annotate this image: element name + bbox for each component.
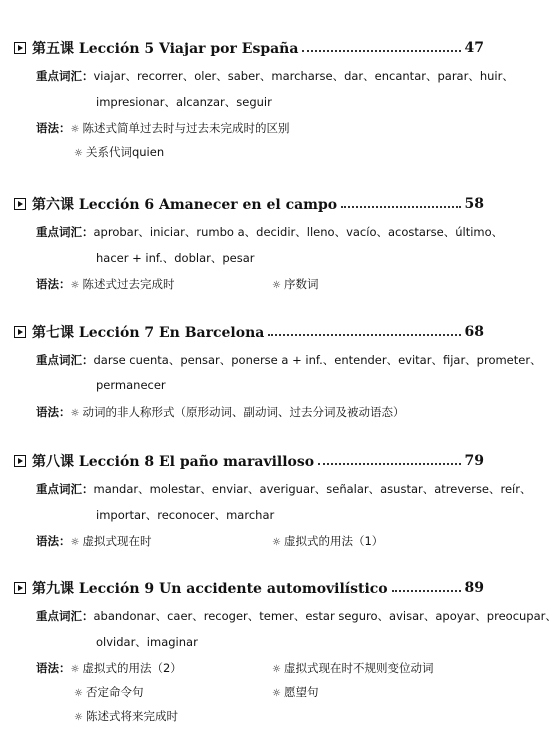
- grammar-item: 虚拟式的用法（1）: [283, 534, 384, 548]
- lesson-title: 第七课 Lección 7 En Barcelona: [32, 325, 265, 341]
- vocab-line: [96, 250, 255, 266]
- grammar-label: 语法：: [36, 534, 71, 548]
- page-number: 58: [464, 196, 484, 212]
- grammar-line: [74, 684, 143, 700]
- play-box-icon: [14, 42, 26, 54]
- vocab-text: viajar、recorrer、oler、saber、marcharse、dar、encantar、parar、huir、: [93, 69, 514, 83]
- sun-bullet-icon: ☼: [70, 124, 80, 135]
- grammar-item: 陈述式简单过去时与过去未完成时的区别: [82, 121, 290, 135]
- vocab-line: [36, 481, 531, 497]
- grammar-item: 陈述式过去完成时: [82, 277, 175, 291]
- grammar-line: [36, 660, 182, 676]
- vocab-text: hacer + inf.、doblar、pesar: [96, 251, 255, 265]
- sun-bullet-icon: ☼: [272, 280, 281, 291]
- vocab-line: [96, 378, 166, 392]
- lesson-title-row[interactable]: [14, 578, 484, 598]
- grammar-item: 虚拟式现在时: [82, 534, 152, 548]
- vocab-text: darse cuenta、pensar、ponerse a + inf.、entender、evitar、fijar、prometer、: [93, 353, 542, 367]
- page-number: 68: [464, 324, 484, 340]
- grammar-line: [36, 276, 174, 292]
- grammar-line: [36, 404, 404, 420]
- sun-bullet-icon: ☼: [272, 537, 281, 548]
- sun-bullet-icon: ☼: [70, 537, 80, 548]
- vocab-line: [36, 608, 557, 624]
- lesson-title-row[interactable]: [14, 322, 484, 342]
- dot-leader: [392, 590, 461, 592]
- play-box-icon: [14, 582, 26, 594]
- sun-bullet-icon: ☼: [272, 688, 281, 699]
- grammar-item: 否定命令句: [85, 685, 144, 699]
- sun-bullet-icon: ☼: [74, 148, 83, 159]
- vocab-text: abandonar、caer、recoger、temer、estar seguro、avisar、apoyar、preocupar、: [93, 609, 557, 623]
- vocab-text: impresionar、alcanzar、seguir: [96, 95, 272, 109]
- vocab-text: permanecer: [96, 378, 166, 392]
- grammar-item: 陈述式将来完成时: [85, 709, 178, 723]
- grammar-line: [272, 684, 318, 700]
- sun-bullet-icon: ☼: [74, 688, 83, 699]
- grammar-line: [36, 533, 151, 549]
- grammar-line: [74, 708, 178, 724]
- grammar-label: 语法：: [36, 661, 71, 675]
- vocab-text: mandar、molestar、enviar、averiguar、señalar、asustar、atreverse、reír、: [93, 482, 532, 496]
- lesson-title: 第九课 Lección 9 Un accidente automovilístico: [32, 581, 388, 597]
- vocab-line: [36, 224, 503, 240]
- page-number: 79: [464, 453, 484, 469]
- vocab-text: olvidar、imaginar: [96, 635, 198, 649]
- sun-bullet-icon: ☼: [272, 664, 281, 675]
- play-box-icon: [14, 198, 26, 210]
- dot-leader: [302, 50, 460, 52]
- sun-bullet-icon: ☼: [70, 664, 80, 675]
- vocab-label: 重点词汇：: [36, 353, 94, 367]
- vocab-label: 重点词汇：: [36, 225, 94, 239]
- grammar-line: [36, 120, 289, 136]
- grammar-label: 语法：: [36, 121, 71, 135]
- grammar-item: 序数词: [283, 277, 319, 291]
- page-number: 89: [464, 580, 484, 596]
- grammar-label: 语法：: [36, 405, 71, 419]
- vocab-text: importar、reconocer、marchar: [96, 508, 275, 522]
- sun-bullet-icon: ☼: [74, 712, 83, 723]
- dot-leader: [318, 463, 460, 465]
- vocab-text: aprobar、iniciar、rumbo a、decidir、lleno、vacío、acostarse、último、: [93, 225, 504, 239]
- grammar-label: 语法：: [36, 277, 71, 291]
- grammar-item: 动词的非人称形式（原形动词、副动词、过去分词及被动语态）: [82, 405, 405, 419]
- grammar-item: 虚拟式现在时不规则变位动词: [283, 661, 434, 675]
- grammar-line: [74, 144, 164, 160]
- page-number: 47: [464, 40, 484, 56]
- grammar-item: 关系代词quien: [85, 145, 165, 159]
- grammar-item: 虚拟式的用法（2）: [82, 661, 182, 675]
- vocab-line: [96, 94, 272, 110]
- vocab-label: 重点词汇：: [36, 69, 94, 83]
- lesson-title: 第八课 Lección 8 El paño maravilloso: [32, 454, 315, 470]
- play-box-icon: [14, 455, 26, 467]
- lesson-title: 第六课 Lección 6 Amanecer en el campo: [32, 197, 338, 213]
- lesson-title-row[interactable]: [14, 451, 484, 471]
- dot-leader: [341, 206, 460, 208]
- grammar-item: 愿望句: [283, 685, 319, 699]
- vocab-line: [96, 507, 274, 523]
- lesson-title: 第五课 Lección 5 Viajar por España: [32, 41, 299, 57]
- vocab-line: [36, 68, 514, 84]
- sun-bullet-icon: ☼: [70, 280, 80, 291]
- lesson-title-row[interactable]: [14, 38, 484, 58]
- vocab-line: [96, 634, 198, 650]
- vocab-line: [36, 352, 542, 368]
- grammar-line: [272, 660, 433, 676]
- grammar-line: [272, 276, 318, 292]
- play-box-icon: [14, 326, 26, 338]
- grammar-line: [272, 533, 383, 549]
- vocab-label: 重点词汇：: [36, 482, 94, 496]
- sun-bullet-icon: ☼: [70, 408, 80, 419]
- vocab-label: 重点词汇：: [36, 609, 94, 623]
- dot-leader: [268, 334, 460, 336]
- lesson-title-row[interactable]: [14, 194, 484, 214]
